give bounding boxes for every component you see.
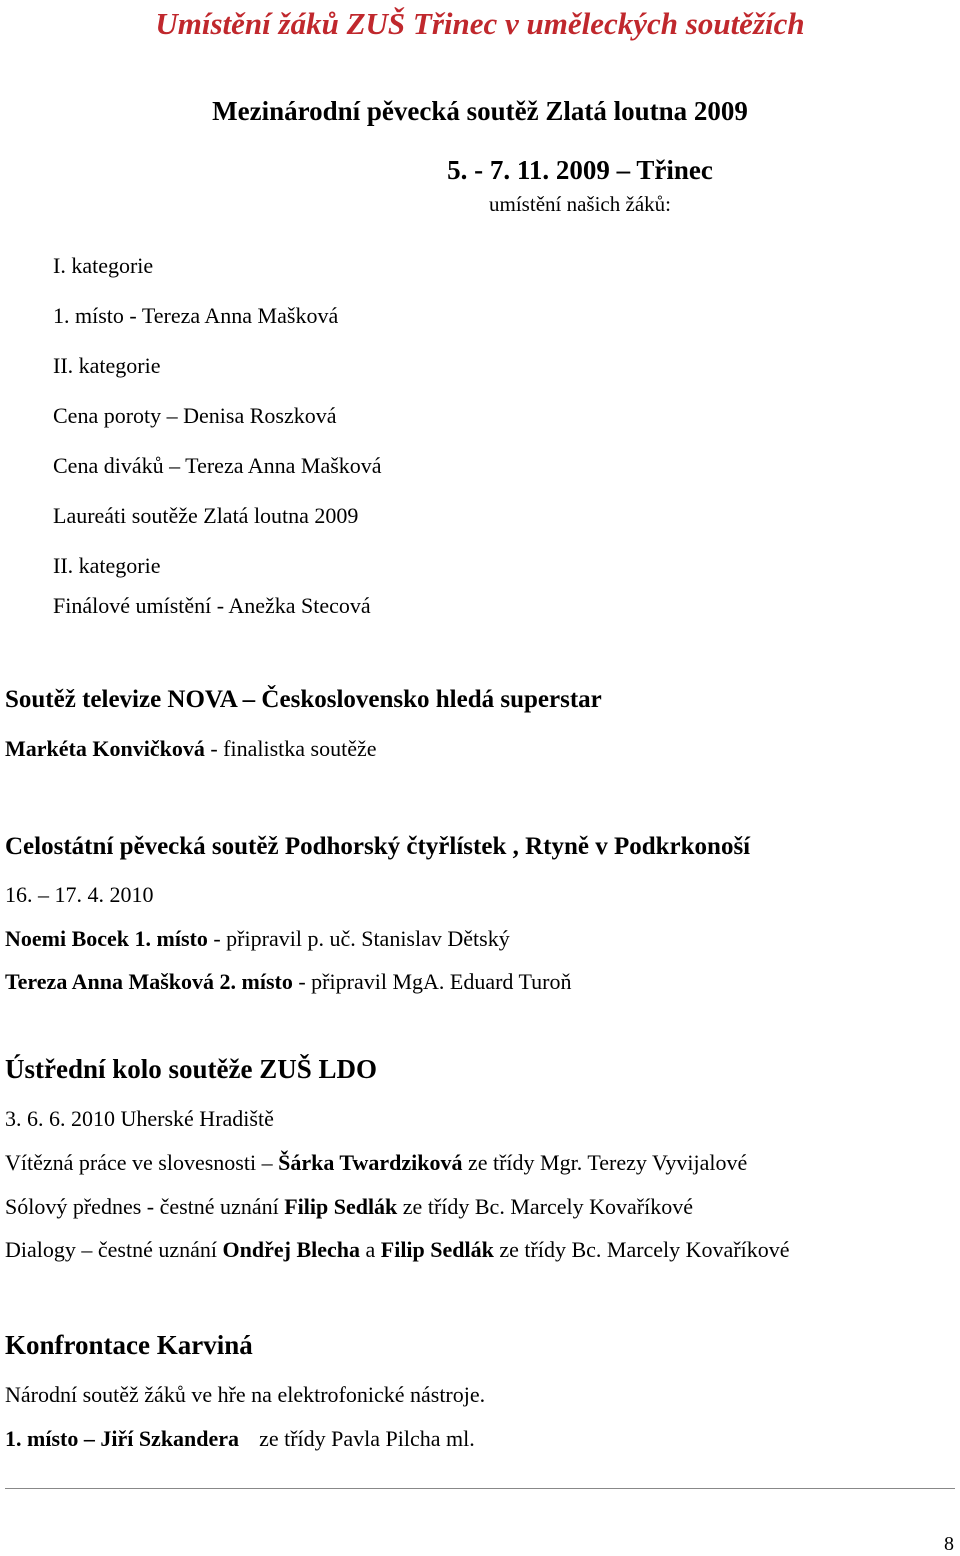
student-name: Šárka Twardziková	[278, 1150, 463, 1175]
nova-heading: Soutěž televize NOVA – Československo hledá superstar	[5, 686, 602, 713]
nova-rest: - finalistka soutěže	[204, 736, 377, 761]
page-title: Umístění žáků ZUŠ Třinec v uměleckých soutěžích	[155, 6, 805, 41]
text: Sólový přednes - čestné uznání	[5, 1194, 285, 1219]
nova-name: Markéta Konvičková	[5, 736, 205, 761]
nova-line	[5, 736, 377, 762]
karvina-line-1: Národní soutěž žáků ve hře na elektrofonické nástroje.	[5, 1382, 486, 1407]
karvina-place: 1. místo – Jiří Szkandera	[5, 1426, 240, 1451]
zl-line: I. kategorie	[53, 253, 154, 278]
zlata-loutna-heading: Mezinárodní pěvecká soutěž Zlatá loutna 2009	[212, 96, 748, 126]
ctyrlistek-date: 16. – 17. 4. 2010	[5, 882, 154, 907]
page-number: 8	[944, 1533, 954, 1555]
ustredni-line-3	[5, 1237, 790, 1263]
result-1-rest: - připravil p. uč. Stanislav Dětský	[207, 926, 510, 951]
student-name: Ondřej Blecha	[222, 1237, 360, 1262]
karvina-line-2	[5, 1426, 475, 1452]
result-1-bold: Noemi Bocek 1. místo	[5, 926, 208, 951]
text: Vítězná práce ve slovesnosti –	[5, 1150, 279, 1175]
karvina-rest: ze třídy Pavla Pilcha ml.	[259, 1426, 475, 1451]
zl-line: Cena poroty – Denisa Roszková	[53, 403, 337, 428]
ustredni-line-2	[5, 1194, 693, 1220]
ctyrlistek-result-1	[5, 926, 510, 952]
zl-line: II. kategorie	[53, 353, 161, 378]
text: ze třídy Mgr. Terezy Vyvijalové	[462, 1150, 748, 1175]
ustredni-date: 3. 6. 6. 2010 Uherské Hradiště	[5, 1106, 274, 1131]
ctyrlistek-heading: Celostátní pěvecká soutěž Podhorský čtyřlístek , Rtyně v Podkrkonoší	[5, 833, 751, 860]
text: a	[360, 1237, 381, 1262]
zlata-loutna-subheading: umístění našich žáků:	[489, 192, 671, 216]
text: ze třídy Bc. Marcely Kovaříkové	[397, 1194, 693, 1219]
zl-line: Laureáti soutěže Zlatá loutna 2009	[53, 503, 359, 528]
ustredni-line-1	[5, 1150, 747, 1176]
zl-line: II. kategorie	[53, 553, 161, 578]
footer-divider	[5, 1488, 955, 1489]
zlata-loutna-date: 5. - 7. 11. 2009 – Třinec	[447, 155, 713, 185]
zl-line: Finálové umístění - Anežka Stecová	[53, 593, 371, 618]
ctyrlistek-result-2	[5, 969, 572, 995]
ustredni-heading: Ústřední kolo soutěže ZUŠ LDO	[5, 1054, 378, 1084]
student-name: Filip Sedlák	[284, 1194, 398, 1219]
zl-line: 1. místo - Tereza Anna Mašková	[53, 303, 339, 328]
result-2-bold: Tereza Anna Mašková 2. místo	[5, 969, 293, 994]
text: Dialogy – čestné uznání	[5, 1237, 223, 1262]
karvina-heading: Konfrontace Karviná	[5, 1330, 253, 1360]
text: ze třídy Bc. Marcely Kovaříkové	[493, 1237, 790, 1262]
student-name: Filip Sedlák	[380, 1237, 494, 1262]
result-2-rest: - připravil MgA. Eduard Turoň	[292, 969, 572, 994]
zl-line: Cena diváků – Tereza Anna Mašková	[53, 453, 382, 478]
